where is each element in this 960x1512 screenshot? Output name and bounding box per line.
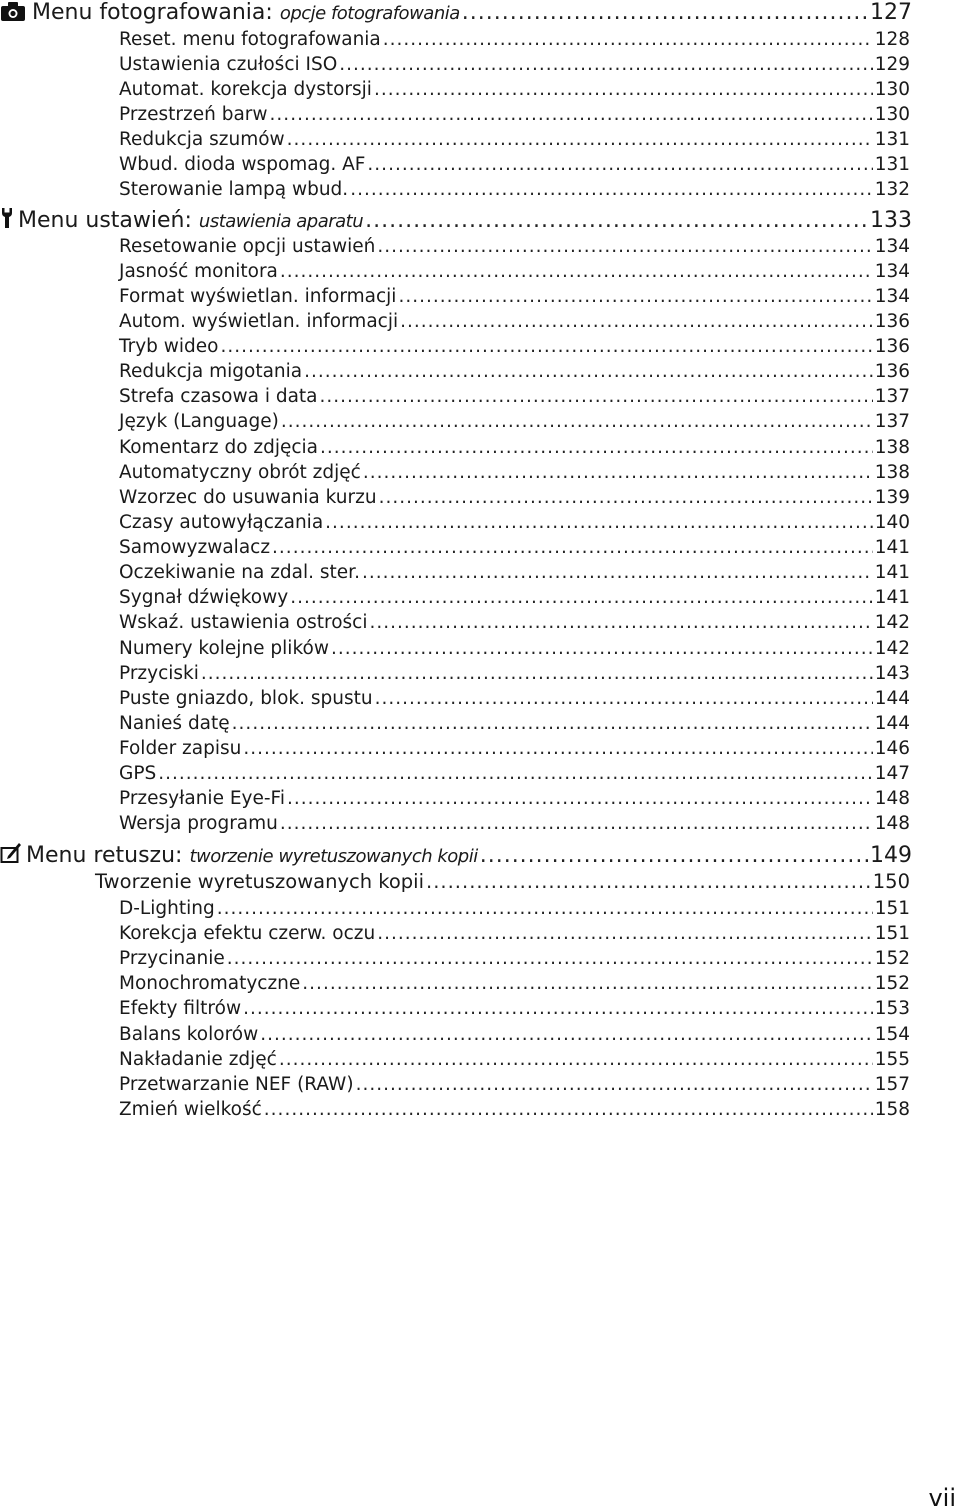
toc-entry[interactable] [119, 156, 910, 175]
toc-entry[interactable] [119, 640, 910, 659]
toc-entry[interactable] [119, 815, 910, 834]
entry-label: Reset. menu fotografowania [119, 29, 381, 50]
entry-label: Przestrzeń barw [119, 104, 268, 125]
entry-label: Autom. wyświetlan. informacji [119, 311, 399, 332]
section-subtitle: tworzenie wyretuszowanych kopii [189, 846, 478, 867]
page-number: vii [928, 1484, 956, 1512]
entry-label: Nanieś datę [119, 713, 230, 734]
entry-label: Tworzenie wyretuszowanych kopii [95, 870, 425, 893]
dot-leader [365, 210, 868, 232]
entry-label: Sterowanie lampą wbud. [119, 179, 349, 200]
toc-entry[interactable] [119, 313, 910, 332]
entry-label: Wzorzec do usuwania kurzu [119, 487, 377, 508]
dot-leader [260, 1026, 872, 1045]
entry-label: Przyciski [119, 663, 199, 684]
toc-entry[interactable] [119, 489, 910, 508]
page-ref: 137 [874, 411, 910, 432]
dot-leader [325, 514, 873, 533]
dot-leader [280, 815, 873, 834]
section-title: Menu fotografowania: [32, 0, 273, 25]
dot-leader [232, 715, 873, 734]
entry-label: Numery kolejne plików [119, 638, 329, 659]
entry-label: Resetowanie opcji ustawień [119, 236, 376, 257]
dot-leader [377, 238, 872, 257]
wrench-icon [0, 207, 14, 229]
toc-entry[interactable] [119, 31, 910, 50]
dot-leader [426, 872, 871, 892]
entry-label: Strefa czasowa i data [119, 386, 318, 407]
entry-label: Monochromatyczne [119, 973, 301, 994]
toc-entry[interactable] [119, 81, 910, 100]
dot-leader [220, 338, 872, 357]
entry-label: D-Lighting [119, 898, 215, 919]
toc-entry[interactable] [119, 740, 910, 759]
dot-leader [272, 539, 873, 558]
page-ref: 136 [874, 311, 910, 332]
entry-label: Wersja programu [119, 813, 278, 834]
page-ref: 133 [870, 208, 912, 233]
toc-entry[interactable] [119, 413, 910, 432]
page-ref: 146 [874, 738, 910, 759]
page-ref: 140 [874, 512, 910, 533]
toc-entry[interactable] [119, 388, 910, 407]
entry-label: Efekty filtrów [119, 998, 242, 1019]
toc-entry[interactable] [119, 1076, 910, 1095]
toc-entry[interactable] [119, 1101, 910, 1120]
page-ref: 152 [874, 973, 910, 994]
toc-entry[interactable] [119, 439, 910, 458]
toc-entry[interactable] [119, 464, 910, 483]
dot-leader [398, 288, 872, 307]
section-heading[interactable] [0, 1, 912, 24]
toc-entry[interactable] [119, 106, 910, 125]
dot-leader [363, 464, 873, 483]
dot-leader [304, 363, 873, 382]
entry-label: Sygnał dźwiękowy [119, 587, 289, 608]
toc-entry[interactable] [119, 614, 910, 633]
entry-label: Jasność monitora [119, 261, 278, 282]
dot-leader [287, 131, 873, 150]
dot-leader [331, 640, 873, 659]
entry-label: Zmień wielkość [119, 1099, 262, 1120]
page-ref: 147 [874, 763, 910, 784]
dot-leader [339, 56, 872, 75]
page-ref: 150 [872, 870, 910, 893]
page-ref: 158 [874, 1099, 910, 1120]
page-ref: 136 [874, 336, 910, 357]
page-ref: 137 [874, 386, 910, 407]
entry-label: Puste gniazdo, blok. spustu [119, 688, 373, 709]
dot-leader [217, 900, 873, 919]
toc-entry[interactable] [119, 900, 910, 919]
dot-leader [290, 589, 872, 608]
dot-leader [375, 690, 873, 709]
dot-leader [480, 845, 868, 867]
page-ref: 134 [874, 286, 910, 307]
entry-label: Tryb wideo [119, 336, 219, 357]
section-title: Menu ustawień: [18, 208, 192, 233]
toc-entry[interactable] [119, 715, 910, 734]
page-ref: 151 [874, 898, 910, 919]
dot-leader [320, 439, 873, 458]
entry-label: Ustawienia czułości ISO [119, 54, 338, 75]
entry-label: Przetwarzanie NEF (RAW) [119, 1074, 354, 1095]
dot-leader [201, 665, 873, 684]
entry-label: Język (Language) [119, 411, 279, 432]
dot-leader [379, 489, 873, 508]
page-ref: 154 [874, 1024, 910, 1045]
dot-leader [374, 81, 873, 100]
toc-entry[interactable] [119, 950, 910, 969]
dot-leader [281, 413, 873, 432]
toc-entry[interactable] [119, 363, 910, 382]
page-ref: 144 [874, 688, 910, 709]
page-ref: 132 [874, 179, 910, 200]
toc-entry[interactable] [119, 790, 910, 809]
page-ref: 157 [874, 1074, 910, 1095]
entry-label: Redukcja szumów [119, 129, 285, 150]
dot-leader [383, 31, 873, 50]
dot-leader [350, 181, 873, 200]
retouch-icon [0, 842, 22, 864]
page-ref: 131 [874, 154, 910, 175]
dot-leader [377, 925, 872, 944]
entry-label: Wbud. dioda wspomag. AF [119, 154, 366, 175]
dot-leader [320, 388, 873, 407]
dot-leader [243, 1000, 873, 1019]
entry-label: Automat. korekcja dystorsji [119, 79, 372, 100]
toc-entry[interactable] [119, 56, 910, 75]
toc-entry[interactable] [119, 690, 910, 709]
toc-entry[interactable] [119, 181, 910, 200]
page-ref: 138 [874, 437, 910, 458]
dot-leader [280, 263, 873, 282]
entry-label: Redukcja migotania [119, 361, 303, 382]
toc-entry[interactable] [119, 539, 910, 558]
dot-leader [158, 765, 872, 784]
page-ref: 141 [874, 537, 910, 558]
dot-leader [370, 614, 873, 633]
dot-leader [302, 975, 872, 994]
dot-leader [400, 313, 873, 332]
page-ref: 128 [874, 29, 910, 50]
section-heading[interactable] [0, 842, 912, 867]
dot-leader [362, 564, 873, 583]
page-ref: 129 [874, 54, 910, 75]
page-ref: 143 [874, 663, 910, 684]
entry-label: Komentarz do zdjęcia [119, 437, 319, 458]
toc-entry[interactable] [119, 589, 910, 608]
page-ref: 144 [874, 713, 910, 734]
page-ref: 151 [874, 923, 910, 944]
page-ref: 141 [874, 562, 910, 583]
page-ref: 139 [874, 487, 910, 508]
dot-leader [287, 790, 873, 809]
page-ref: 138 [874, 462, 910, 483]
dot-leader [356, 1076, 873, 1095]
page-ref: 142 [874, 612, 910, 633]
entry-label: Oczekiwanie na zdal. ster. [119, 562, 360, 583]
page-ref: 149 [870, 843, 912, 868]
page-ref: 136 [874, 361, 910, 382]
section-subtitle: opcje fotografowania [279, 3, 460, 24]
dot-leader [270, 106, 873, 125]
page-ref: 127 [870, 0, 912, 25]
toc-entry[interactable] [119, 1026, 910, 1045]
entry-label: Balans kolorów [119, 1024, 259, 1045]
page-ref: 130 [874, 79, 910, 100]
section-title: Menu retuszu: [26, 843, 183, 868]
toc-entry[interactable] [119, 131, 910, 150]
toc-entry[interactable] [119, 564, 910, 583]
dot-leader [279, 1051, 873, 1070]
entry-label: Czasy autowyłączania [119, 512, 324, 533]
page-ref: 134 [874, 261, 910, 282]
dot-leader [462, 2, 868, 24]
page-ref: 134 [874, 236, 910, 257]
page-ref: 130 [874, 104, 910, 125]
toc-entry[interactable] [119, 1000, 910, 1019]
section-subtitle: ustawienia aparatu [198, 211, 364, 232]
page-ref: 141 [874, 587, 910, 608]
toc-entry[interactable] [119, 665, 910, 684]
dot-leader [243, 740, 872, 759]
toc-entry[interactable] [119, 765, 910, 784]
dot-leader [227, 950, 873, 969]
page-ref: 152 [874, 948, 910, 969]
entry-label: Format wyświetlan. informacji [119, 286, 397, 307]
dot-leader [367, 156, 872, 175]
entry-label: Samowyzwalacz [119, 537, 271, 558]
entry-label: GPS [119, 763, 157, 784]
section-heading[interactable] [0, 207, 912, 232]
entry-label: Korekcja efektu czerw. oczu [119, 923, 376, 944]
toc-entry[interactable] [119, 288, 910, 307]
toc-entry[interactable] [119, 238, 910, 257]
entry-label: Folder zapisu [119, 738, 242, 759]
entry-label: Automatyczny obrót zdjęć [119, 462, 361, 483]
entry-label: Wskaź. ustawienia ostrości [119, 612, 368, 633]
page-ref: 153 [874, 998, 910, 1019]
toc-entry[interactable] [119, 263, 910, 282]
page-ref: 131 [874, 129, 910, 150]
entry-label: Przycinanie [119, 948, 225, 969]
toc-entry[interactable] [119, 338, 910, 357]
toc-entry[interactable] [119, 1051, 910, 1070]
entry-label: Nakładanie zdjęć [119, 1049, 277, 1070]
entry-label: Przesyłanie Eye-Fi [119, 788, 285, 809]
camera-icon [0, 1, 26, 21]
toc-entry[interactable] [119, 925, 910, 944]
toc-entry[interactable] [119, 514, 910, 533]
page-ref: 148 [874, 788, 910, 809]
dot-leader [264, 1101, 873, 1120]
page-ref: 142 [874, 638, 910, 659]
toc-entry[interactable] [119, 975, 910, 994]
page-ref: 155 [874, 1049, 910, 1070]
page-ref: 148 [874, 813, 910, 834]
toc-subheading[interactable] [95, 872, 910, 892]
